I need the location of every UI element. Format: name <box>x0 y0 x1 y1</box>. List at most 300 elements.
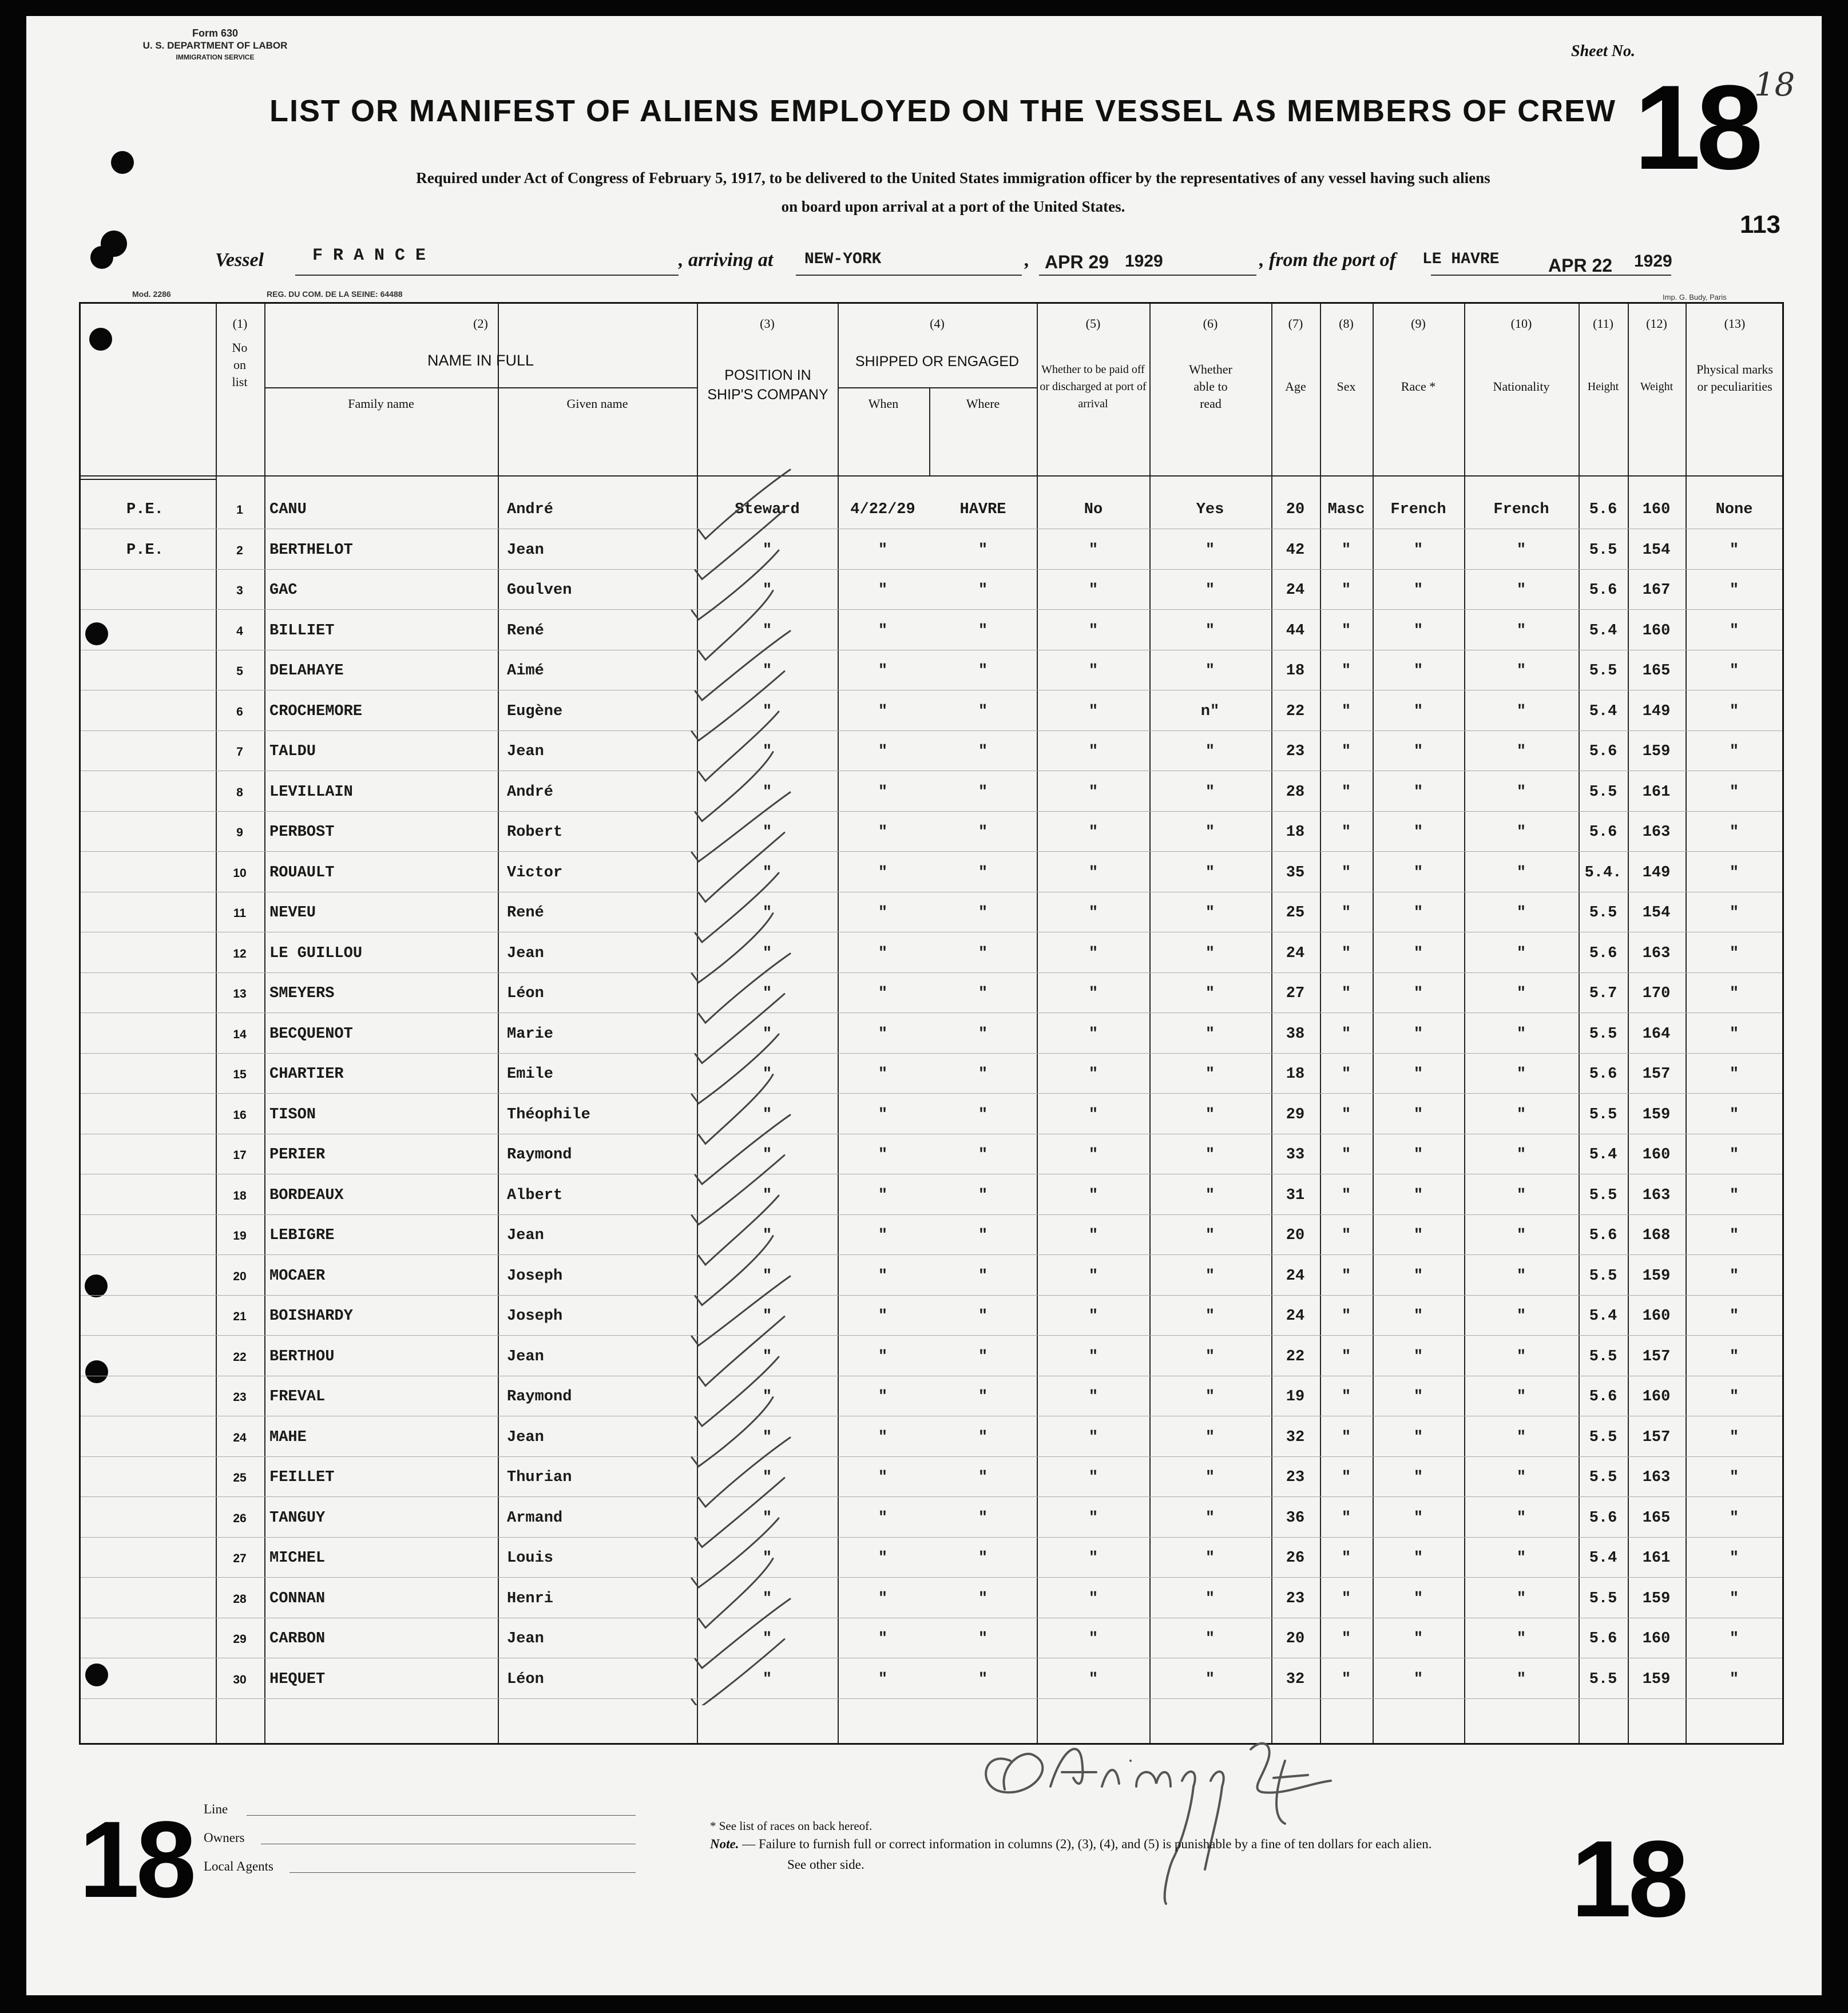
row-family: TISON <box>269 1106 316 1123</box>
row-position: " <box>762 1428 772 1446</box>
row-paid: " <box>1088 783 1099 801</box>
row-read: " <box>1205 1146 1215 1164</box>
row-where: " <box>978 1308 988 1325</box>
vessel-name: F R A N C E <box>312 246 426 265</box>
row-no: 30 <box>233 1673 247 1686</box>
row-position: " <box>762 1186 772 1204</box>
row-age: 20 <box>1286 501 1305 518</box>
row-race: " <box>1413 1267 1423 1285</box>
row-height: 5.6 <box>1589 824 1617 841</box>
row-race: " <box>1413 944 1423 962</box>
row-age: 23 <box>1286 1590 1305 1607</box>
row-given: Jean <box>507 1227 544 1244</box>
row-when: " <box>878 1590 888 1607</box>
row-age: 29 <box>1286 1106 1305 1123</box>
col5-header: Whether to be paid off or discharged at port of arrival <box>1040 363 1147 410</box>
row-where: " <box>978 1550 988 1567</box>
row-given: Aimé <box>507 662 544 680</box>
row-age: 24 <box>1286 582 1305 599</box>
row-nationality: " <box>1516 985 1526 1002</box>
registry: REG. DU COM. DE LA SEINE: 64488 <box>267 289 403 299</box>
row-age: 36 <box>1286 1509 1305 1527</box>
row-position: " <box>762 824 772 841</box>
row-sex: " <box>1341 1670 1351 1688</box>
subtitle <box>187 164 1720 221</box>
row-marks: " <box>1729 1550 1739 1567</box>
row-position: " <box>762 1146 772 1164</box>
row-family: BOISHARDY <box>269 1308 353 1325</box>
row-where: " <box>978 743 988 760</box>
row-where: " <box>978 1630 988 1647</box>
row-weight: 154 <box>1642 904 1671 922</box>
row-read: " <box>1205 1550 1215 1567</box>
row-where: " <box>978 1066 988 1083</box>
row-nationality: " <box>1516 743 1526 760</box>
row-race: " <box>1413 1590 1423 1607</box>
vessel-label: Vessel <box>215 249 264 271</box>
page-title: LIST OR MANIFEST OF ALIENS EMPLOYED ON THE VESSEL AS MEMBERS OF CREW <box>269 94 1617 128</box>
row-read: " <box>1205 1066 1215 1083</box>
row-race: " <box>1413 1509 1423 1527</box>
row-given: Léon <box>507 985 544 1002</box>
row-sex: " <box>1341 864 1351 882</box>
col1-number: (1) <box>232 316 248 331</box>
sheet-label: Sheet No. <box>1571 42 1635 60</box>
row-nationality: " <box>1516 1025 1526 1043</box>
col4b-header: Where <box>966 396 1000 411</box>
row-height: 5.6 <box>1589 501 1617 518</box>
check-marks <box>618 447 847 1705</box>
row-age: 42 <box>1286 541 1305 559</box>
row-race: " <box>1413 1469 1423 1486</box>
col2-number: (2) <box>473 316 488 331</box>
row-sex: " <box>1341 622 1351 640</box>
row-read: " <box>1205 1670 1215 1688</box>
row-paid: " <box>1088 1428 1099 1446</box>
row-no: 14 <box>233 1027 247 1041</box>
row-no: 13 <box>233 987 247 1000</box>
row-height: 5.7 <box>1589 985 1617 1002</box>
row-given: Jean <box>507 1348 544 1365</box>
row-where: " <box>978 662 988 680</box>
row-height: 5.4 <box>1589 622 1617 640</box>
row-nationality: " <box>1516 541 1526 559</box>
punch-hole-icon <box>111 151 134 174</box>
col3-number: (3) <box>760 316 775 331</box>
row-family: GAC <box>269 582 298 599</box>
row-paid: No <box>1084 501 1103 518</box>
row-nationality: " <box>1516 1267 1526 1285</box>
row-when: " <box>878 1630 888 1647</box>
row-age: 23 <box>1286 1469 1305 1486</box>
row-when: " <box>878 985 888 1002</box>
col8-number: (8) <box>1339 316 1354 331</box>
row-position: " <box>762 904 772 922</box>
row-given: Joseph <box>507 1308 563 1325</box>
row-paid: " <box>1088 1348 1099 1365</box>
row-no: 5 <box>236 665 243 678</box>
row-marks: " <box>1729 1590 1739 1607</box>
row-marks: " <box>1729 1509 1739 1527</box>
row-sex: " <box>1341 904 1351 922</box>
row-read: " <box>1205 1227 1215 1244</box>
row-position: " <box>762 1267 772 1285</box>
row-when: " <box>878 1106 888 1123</box>
row-weight: 159 <box>1642 743 1671 760</box>
row-race: " <box>1413 702 1423 720</box>
row-no: 25 <box>233 1471 247 1484</box>
row-when: 4/22/29 <box>850 501 915 518</box>
row-marks: " <box>1729 985 1739 1002</box>
sheet-hand-number: 18 <box>1754 66 1795 104</box>
row-family: CHARTIER <box>269 1066 344 1083</box>
row-height: 5.6 <box>1589 1388 1617 1405</box>
row-nationality: " <box>1516 1428 1526 1446</box>
row-race: " <box>1413 783 1423 801</box>
row-age: 22 <box>1286 1348 1305 1365</box>
row-given: Robert <box>507 824 563 841</box>
row-no: 4 <box>236 624 243 638</box>
row-paid: " <box>1088 1509 1099 1527</box>
row-read: " <box>1205 1308 1215 1325</box>
row-sex: " <box>1341 743 1351 760</box>
row-family: LEBIGRE <box>269 1227 335 1244</box>
row-nationality: " <box>1516 824 1526 841</box>
col6-header: Whether able to read <box>1189 362 1232 411</box>
row-read: " <box>1205 904 1215 922</box>
departure-date: APR 22 <box>1548 255 1613 276</box>
col3-header: POSITION IN SHIP'S COMPANY <box>707 367 828 403</box>
row-sex: " <box>1341 1106 1351 1123</box>
row-weight: 167 <box>1642 582 1671 599</box>
row-given: Jean <box>507 1428 544 1446</box>
row-family: BERTHOU <box>269 1348 335 1365</box>
row-sex: " <box>1341 662 1351 680</box>
row-nationality: " <box>1516 662 1526 680</box>
row-paid: " <box>1088 985 1099 1002</box>
row-given: Raymond <box>507 1146 572 1164</box>
row-sex: " <box>1341 944 1351 962</box>
row-given: Armand <box>507 1509 563 1527</box>
row-weight: 168 <box>1642 1227 1671 1244</box>
row-weight: 165 <box>1642 662 1671 680</box>
row-sex: " <box>1341 1388 1351 1405</box>
row-sex: " <box>1341 824 1351 841</box>
row-mark: P.E. <box>126 501 164 518</box>
row-height: 5.6 <box>1589 944 1617 962</box>
row-when: " <box>878 824 888 841</box>
row-when: " <box>878 1348 888 1365</box>
row-nationality: " <box>1516 904 1526 922</box>
row-given: Henri <box>507 1590 554 1607</box>
row-weight: 159 <box>1642 1267 1671 1285</box>
row-nationality: " <box>1516 1670 1526 1688</box>
row-given: Marie <box>507 1025 554 1043</box>
row-paid: " <box>1088 1267 1099 1285</box>
row-paid: " <box>1088 1670 1099 1688</box>
row-no: 29 <box>233 1633 247 1646</box>
row-height: 5.6 <box>1589 1227 1617 1244</box>
row-when: " <box>878 743 888 760</box>
row-sex: " <box>1341 582 1351 599</box>
row-where: " <box>978 1146 988 1164</box>
row-nationality: " <box>1516 1590 1526 1607</box>
row-nationality: " <box>1516 1106 1526 1123</box>
row-position: " <box>762 1469 772 1486</box>
subtitle-line-1: Required under Act of Congress of February 5, 1917, to be delivered to the United States immigration officer by the representatives of any vessel having such aliens <box>416 169 1490 186</box>
row-no: 15 <box>233 1068 247 1081</box>
row-no: 28 <box>233 1592 247 1606</box>
row-position: " <box>762 743 772 760</box>
row-marks: " <box>1729 1630 1739 1647</box>
row-paid: " <box>1088 1308 1099 1325</box>
row-no: 19 <box>233 1229 247 1242</box>
row-race: " <box>1413 1670 1423 1688</box>
row-no: 7 <box>236 745 243 759</box>
row-nationality: " <box>1516 1550 1526 1567</box>
row-paid: " <box>1088 582 1099 599</box>
row-age: 26 <box>1286 1550 1305 1567</box>
from-label: , from the port of <box>1259 249 1396 271</box>
row-given: Raymond <box>507 1388 572 1405</box>
page-number: 113 <box>1740 211 1780 239</box>
row-position: " <box>762 582 772 599</box>
row-family: BERTHELOT <box>269 541 353 559</box>
col2b-header: Given name <box>566 396 628 411</box>
row-given: Jean <box>507 944 544 962</box>
row-weight: 149 <box>1642 702 1671 720</box>
row-family: SMEYERS <box>269 985 335 1002</box>
corner-number-left: 18 <box>79 1799 193 1920</box>
form-number: Form 630 <box>192 27 239 39</box>
row-nationality: " <box>1516 1388 1526 1405</box>
row-family: TANGUY <box>269 1509 326 1527</box>
row-given: Eugène <box>507 702 563 720</box>
row-no: 11 <box>233 907 247 920</box>
row-when: " <box>878 1670 888 1688</box>
row-sex: " <box>1341 1348 1351 1365</box>
row-no: 3 <box>236 584 243 597</box>
col10-number: (10) <box>1510 316 1532 331</box>
row-nationality: " <box>1516 622 1526 640</box>
row-read: " <box>1205 1348 1215 1365</box>
row-when: " <box>878 783 888 801</box>
row-weight: 159 <box>1642 1670 1671 1688</box>
col2a-header: Family name <box>348 396 414 411</box>
row-height: 5.5 <box>1589 1106 1617 1123</box>
row-race: " <box>1413 1186 1423 1204</box>
row-sex: " <box>1341 1550 1351 1567</box>
row-position: " <box>762 944 772 962</box>
row-age: 38 <box>1286 1025 1305 1043</box>
row-nationality: " <box>1516 1186 1526 1204</box>
row-paid: " <box>1088 743 1099 760</box>
col7-number: (7) <box>1288 316 1303 331</box>
row-given: Jean <box>507 1630 544 1647</box>
col6-number: (6) <box>1203 316 1218 331</box>
row-height: 5.5 <box>1589 1267 1617 1285</box>
row-weight: 163 <box>1642 1469 1671 1486</box>
row-position: " <box>762 1227 772 1244</box>
row-where: " <box>978 1509 988 1527</box>
row-sex: " <box>1341 1630 1351 1647</box>
row-sex: Masc <box>1327 501 1365 518</box>
printer: Imp. G. Budy, Paris <box>1663 293 1727 301</box>
subtitle-line-2: on board upon arrival at a port of the United States. <box>781 198 1125 215</box>
row-position: " <box>762 985 772 1002</box>
row-height: 5.5 <box>1589 541 1617 559</box>
row-height: 5.4. <box>1584 864 1622 882</box>
row-race: " <box>1413 904 1423 922</box>
row-family: BILLIET <box>269 622 335 640</box>
row-marks: " <box>1729 944 1739 962</box>
row-family: DELAHAYE <box>269 662 344 680</box>
row-age: 44 <box>1286 622 1305 640</box>
row-read: " <box>1205 622 1215 640</box>
row-where: " <box>978 1025 988 1043</box>
row-paid: " <box>1088 1227 1099 1244</box>
row-read: " <box>1205 1428 1215 1446</box>
col9-header: Race * <box>1401 379 1436 394</box>
row-age: 23 <box>1286 743 1305 760</box>
col13-number: (13) <box>1724 316 1746 331</box>
row-marks: " <box>1729 1670 1739 1688</box>
row-family: HEQUET <box>269 1670 326 1688</box>
department: U. S. DEPARTMENT OF LABOR <box>142 40 288 51</box>
row-where: " <box>978 1267 988 1285</box>
row-given: Joseph <box>507 1267 563 1285</box>
row-no: 18 <box>233 1189 247 1202</box>
row-age: 27 <box>1286 985 1305 1002</box>
row-read: " <box>1205 1388 1215 1405</box>
row-nationality: " <box>1516 702 1526 720</box>
row-sex: " <box>1341 1146 1351 1164</box>
row-position: " <box>762 864 772 882</box>
row-race: " <box>1413 1428 1423 1446</box>
col2-header: NAME IN FULL <box>427 352 534 369</box>
row-read: " <box>1205 541 1215 559</box>
row-position: " <box>762 541 772 559</box>
row-marks: " <box>1729 1066 1739 1083</box>
row-height: 5.6 <box>1589 1066 1617 1083</box>
row-sex: " <box>1341 1267 1351 1285</box>
row-height: 5.4 <box>1589 1550 1617 1567</box>
row-no: 20 <box>233 1269 247 1283</box>
row-where: " <box>978 904 988 922</box>
row-given: Jean <box>507 541 544 559</box>
row-read: " <box>1205 985 1215 1002</box>
row-weight: 149 <box>1642 864 1671 882</box>
row-weight: 157 <box>1642 1348 1671 1365</box>
departure-year: 1929 <box>1634 252 1672 271</box>
row-marks: " <box>1729 1146 1739 1164</box>
col4-header: SHIPPED OR ENGAGED <box>855 354 1020 370</box>
row-race: " <box>1413 541 1423 559</box>
row-sex: " <box>1341 1186 1351 1204</box>
row-age: 28 <box>1286 783 1305 801</box>
row-where: " <box>978 944 988 962</box>
col12-number: (12) <box>1646 316 1667 331</box>
row-age: 25 <box>1286 904 1305 922</box>
row-position: " <box>762 702 772 720</box>
row-age: 18 <box>1286 1066 1305 1083</box>
row-nationality: " <box>1516 1630 1526 1647</box>
row-weight: 159 <box>1642 1106 1671 1123</box>
arriving-port: NEW-YORK <box>804 251 882 268</box>
row-nationality: " <box>1516 1146 1526 1164</box>
row-height: 5.5 <box>1589 1348 1617 1365</box>
row-when: " <box>878 944 888 962</box>
row-height: 5.5 <box>1589 662 1617 680</box>
row-when: " <box>878 1267 888 1285</box>
row-marks: " <box>1729 1106 1739 1123</box>
row-read: " <box>1205 864 1215 882</box>
row-family: NEVEU <box>269 904 316 922</box>
departure-port: LE HAVRE <box>1422 251 1500 268</box>
row-position: " <box>762 1630 772 1647</box>
row-family: ROUAULT <box>269 864 335 882</box>
col10-header: Nationality <box>1493 379 1550 394</box>
row-no: 23 <box>233 1391 247 1404</box>
row-age: 20 <box>1286 1227 1305 1244</box>
row-where: " <box>978 1469 988 1486</box>
row-weight: 160 <box>1642 1308 1671 1325</box>
see-other-side: See other side. <box>787 1857 864 1872</box>
row-marks: " <box>1729 1267 1739 1285</box>
row-age: 19 <box>1286 1388 1305 1405</box>
row-age: 22 <box>1286 702 1305 720</box>
row-weight: 165 <box>1642 1509 1671 1527</box>
row-no: 2 <box>236 543 243 557</box>
comma: , <box>1025 249 1030 271</box>
row-when: " <box>878 1025 888 1043</box>
col13-header: Physical marks or peculiarities <box>1696 362 1773 394</box>
row-weight: 170 <box>1642 985 1671 1002</box>
row-given: René <box>507 622 544 640</box>
row-marks: " <box>1729 1186 1739 1204</box>
row-marks: " <box>1729 1469 1739 1486</box>
row-read: " <box>1205 1469 1215 1486</box>
row-no: 8 <box>236 785 243 799</box>
note-text: — Failure to furnish full or correct information in columns (2), (3), (4), and (5) is punishable by a fine of ten dollars for each alien. <box>742 1837 1432 1851</box>
row-paid: " <box>1088 1066 1099 1083</box>
col11-number: (11) <box>1593 316 1613 331</box>
row-position: " <box>762 1670 772 1688</box>
row-nationality: " <box>1516 1509 1526 1527</box>
row-marks: " <box>1729 1308 1739 1325</box>
row-when: " <box>878 662 888 680</box>
row-nationality: " <box>1516 582 1526 599</box>
row-no: 17 <box>233 1149 247 1162</box>
row-position: " <box>762 662 772 680</box>
row-read: " <box>1205 1106 1215 1123</box>
row-race: " <box>1413 1630 1423 1647</box>
row-sex: " <box>1341 1066 1351 1083</box>
row-marks: " <box>1729 702 1739 720</box>
row-when: " <box>878 1066 888 1083</box>
row-position: " <box>762 1590 772 1607</box>
row-marks: " <box>1729 1227 1739 1244</box>
row-no: 9 <box>236 826 243 839</box>
col8-header: Sex <box>1337 379 1356 394</box>
row-height: 5.5 <box>1589 1428 1617 1446</box>
arrival-year: 1929 <box>1125 252 1163 271</box>
row-race: " <box>1413 743 1423 760</box>
row-when: " <box>878 1388 888 1405</box>
row-marks: " <box>1729 864 1739 882</box>
row-when: " <box>878 622 888 640</box>
row-weight: 161 <box>1642 1550 1671 1567</box>
